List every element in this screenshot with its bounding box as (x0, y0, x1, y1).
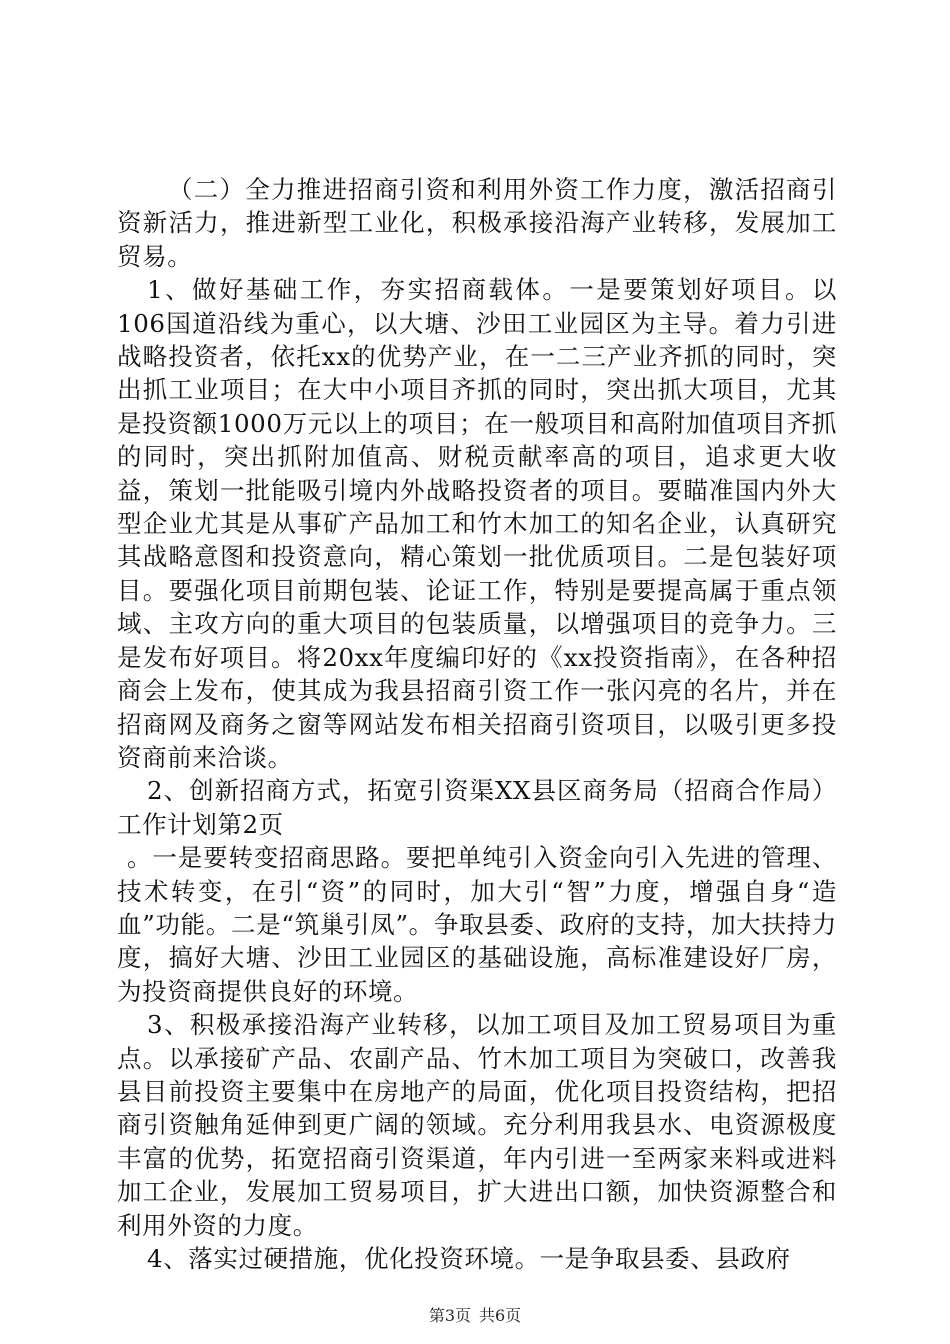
document-body (117, 173, 837, 1275)
page-total: 共6页 (479, 1306, 522, 1325)
paragraph-item-2-continued: 。一是要转变招商思路。要把单纯引入资金向引入先进的管理、技术转变，在引“资”的同时，加大引“智”力度，增强自身“造血”功能。二是“筑巢引凤”。争取县委、政府的支持，加大扶持力度，搞好大塘、沙田工业园区的基础设施，高标准建设好厂房，为投资商提供良好的环境。 (117, 843, 837, 1006)
paragraph-item-3: 3、积极承接沿海产业转移，以加工项目及加工贸易项目为重点。以承接矿产品、农副产品、竹木加工项目为突破口，改善我县目前投资主要集中在房地产的局面，优化项目投资结构，把招商引资触角延伸到更广阔的领域。充分利用我县水、电资源极度丰富的优势，拓宽招商引资渠道，年内引进一至两家来料或进料加工企业，发展加工贸易项目，扩大进出口额，加快资源整合和利用外资的力度。 (117, 1010, 837, 1240)
page-footer (0, 1303, 950, 1326)
paragraph-section-heading: （二）全力推进招商引资和利用外资工作力度，激活招商引资新活力，推进新型工业化，积极承接沿海产业转移，发展加工贸易。 (117, 175, 837, 271)
paragraph-item-2: 2、创新招商方式，拓宽引资渠XX县区商务局（招商合作局）工作计划第2页 (117, 776, 837, 839)
paragraph-item-1: 1、做好基础工作，夯实招商载体。一是要策划好项目。以106国道沿线为重心，以大塘、沙田工业园区为主导。着力引进战略投资者，依托xx的优势产业，在一二三产业齐抓的同时，突出抓工业项目；在大中小项目齐抓的同时，突出抓大项目，尤其是投资额1000万元以上的项目；在一般项目和高附加值项目齐抓的同时，突出抓附加值高、财税贡献率高的项目，追求更大收益，策划一批能吸引境内外战略投资者的项目。要瞄准国内外大型企业尤其是从事矿产品加工和竹木加工的知名企业，认真研究其战略意图和投资意向，精心策划一批优质项目。二是包装好项目。要强化项目前期包装、论证工作，特别是要提高属于重点领域、主攻方向的重大项目的包装质量，以增强项目的竞争力。三是发布好项目。将20xx年度编印好的《xx投资指南》，在各种招商会上发布，使其成为我县招商引资工作一张闪亮的名片，并在招商网及商务之窗等网站发布相关招商引资项目，以吸引更多投资商前来洽谈。 (117, 275, 837, 772)
page-number: 第3页 (428, 1306, 471, 1325)
paragraph-item-4: 4、落实过硬措施，优化投资环境。一是争取县委、县政府 (147, 1244, 791, 1273)
